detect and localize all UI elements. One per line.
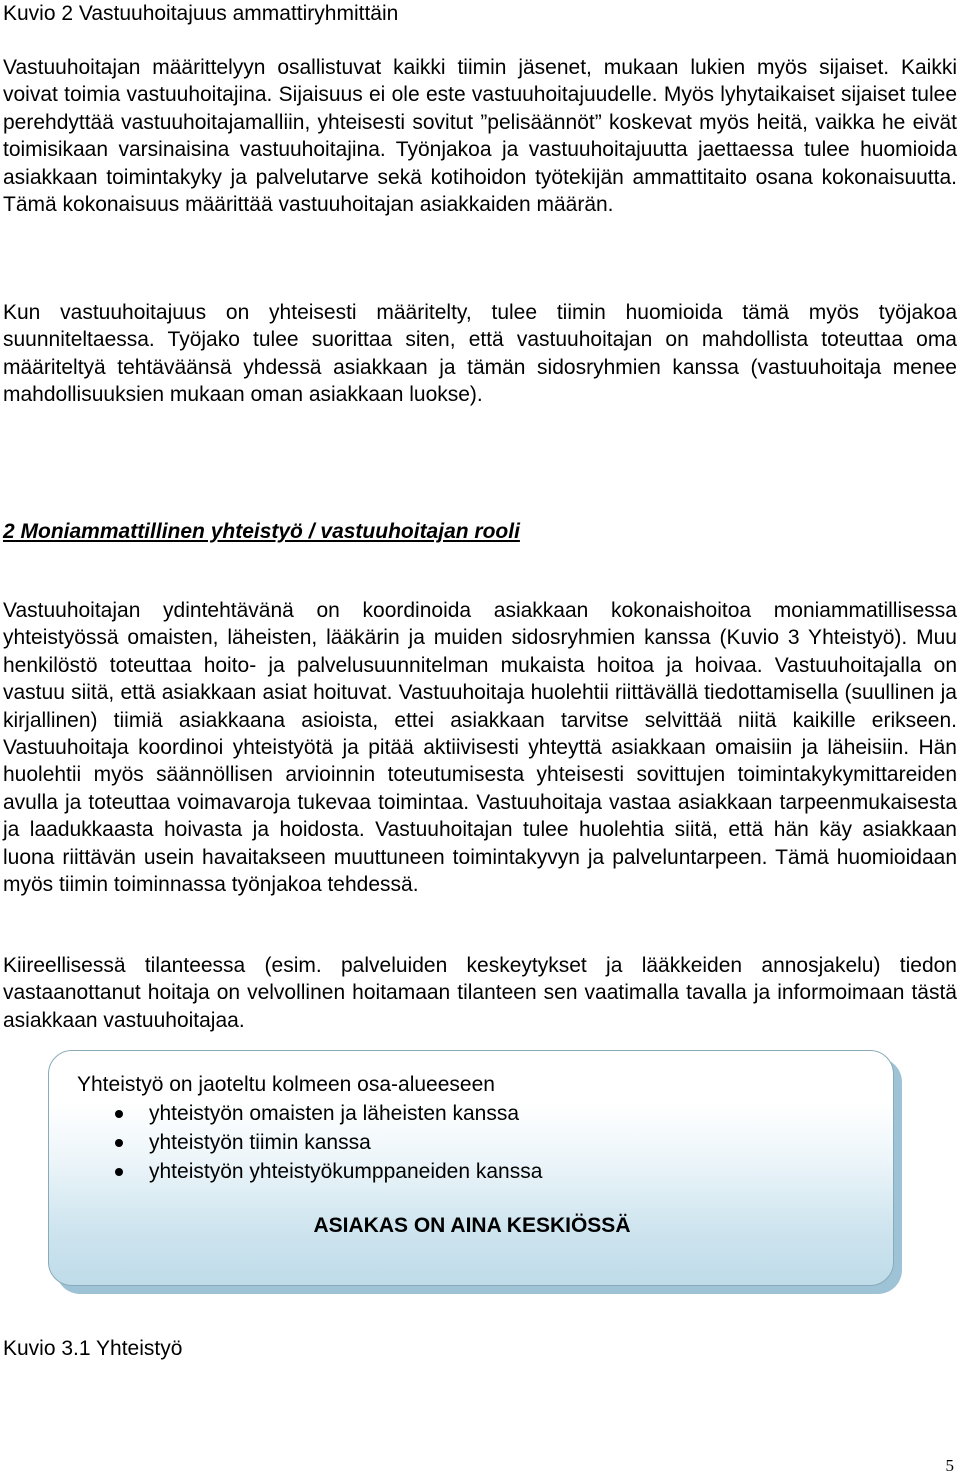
- list-item-text: yhteistyön omaisten ja läheisten kanssa: [149, 1102, 520, 1125]
- figure-caption-bottom: Kuvio 3.1 Yhteistyö: [3, 1337, 183, 1360]
- bullet-icon: [115, 1139, 123, 1147]
- callout-intro: Yhteistyö on jaoteltu kolmeen osa-alueeseen: [77, 1073, 495, 1096]
- section-heading: 2 Moniammattillinen yhteistyö / vastuuhoitajan rooli: [3, 520, 520, 543]
- paragraph-urgent-situation: Kiireellisessä tilanteessa (esim. palveluiden keskeytykset ja lääkkeiden annosjakelu) tiedon vastaanottanut hoitaja on velvollinen hoitamaan tilanteen sen vaatimalla tavalla ja informoimaan tästä asiakkaan vastuuhoitajaa.: [3, 954, 957, 1032]
- figure-caption-top: Kuvio 2 Vastuuhoitajuus ammattiryhmittäin: [3, 2, 399, 25]
- bullet-icon: [115, 1110, 123, 1118]
- list-item-text: yhteistyön tiimin kanssa: [149, 1131, 371, 1154]
- bullet-icon: [115, 1168, 123, 1176]
- paragraph-substitutes: Vastuuhoitajan määrittelyyn osallistuvat kaikki tiimin jäsenet, mukaan lukien myös sijaiset. Kaikki voivat toimia vastuuhoitajina. Sijaisuus ei ole este vastuuhoitajuudelle. Myös lyhytaikaiset sijaiset tulee perehdyttää vastuuhoitajamalliin, yhteisesti sovitut ”pelisäännöt” koskevat myös heitä, vaikka he eivät toimisikaan varsinaisina vastuuhoitajina. Työnjakoa ja vastuuhoitajuutta jaettaessa tulee huomioida asiakkaan toimintakyky ja palvelutarve sekä kotihoidon työtekijän ammattitaito osana kokonaisuutta. Tämä kokonaisuus määrittää vastuuhoitajan asiakkaiden määrän.: [3, 56, 957, 217]
- page-number: 5: [945, 1456, 954, 1475]
- paragraph-work-allocation: Kun vastuuhoitajuus on yhteisesti määritelty, tulee tiimin huomioida tämä myös työjakoa suunniteltaessa. Työjako tulee suorittaa siten, että vastuuhoitajan on mahdollista toteuttaa oma määriteltyä tehtäväänsä yhdessä asiakkaan ja tämän sidosryhmien kanssa (vastuuhoitaja menee mahdollisuuksien mukaan oman asiakkaan luokse).: [3, 301, 957, 407]
- paragraph-core-task: Vastuuhoitajan ydintehtävänä on koordinoida asiakkaan kokonaishoitoa moniammatillisessa yhteistyössä omaisten, läheisten, lääkärin ja muiden sidosryhmien kanssa (Kuvio 3 Yhteistyö). Muu henkilöstö toteuttaa hoito- ja palvelusuunnitelman mukaista hoitoa ja hoivaa. Vastuuhoitajalla on vastuu siitä, että asiakkaan asiat hoituvat. Vastuuhoitaja huolehtii riittävällä tiedottamisella (suullinen ja kirjallinen) tiimiä asiakkaana asioista, ettei asiakkaan tarvitse selvittää niitä kaikille erikseen. Vastuuhoitaja koordinoi yhteistyötä ja pitää aktiivisesti yhteyttä asiakkaan omaisiin ja läheisiin. Hän huolehtii myös säännöllisen arvioinnin toteutumisesta yhteisesti sovittujen toimintakykymittareiden avulla ja toteuttaa voimavaroja tukevaa toimintaa. Vastuuhoitaja vastaa asiakkaan tarpeenmukaisesta ja laadukkaasta hoivasta ja hoidosta. Vastuuhoitajan tulee huolehtia siitä, että hän käy asiakkaan luona riittävän usein havaitakseen muuttuneen toimintakyvyn ja palveluntarpeen. Tämä huomioidaan myös tiimin toiminnassa työnjakoa tehdessä.: [3, 599, 957, 897]
- cooperation-callout-box: [48, 1050, 894, 1286]
- callout-emphasis: ASIAKAS ON AINA KESKIÖSSÄ: [313, 1214, 631, 1237]
- list-item-text: yhteistyön yhteistyökumppaneiden kanssa: [149, 1160, 543, 1183]
